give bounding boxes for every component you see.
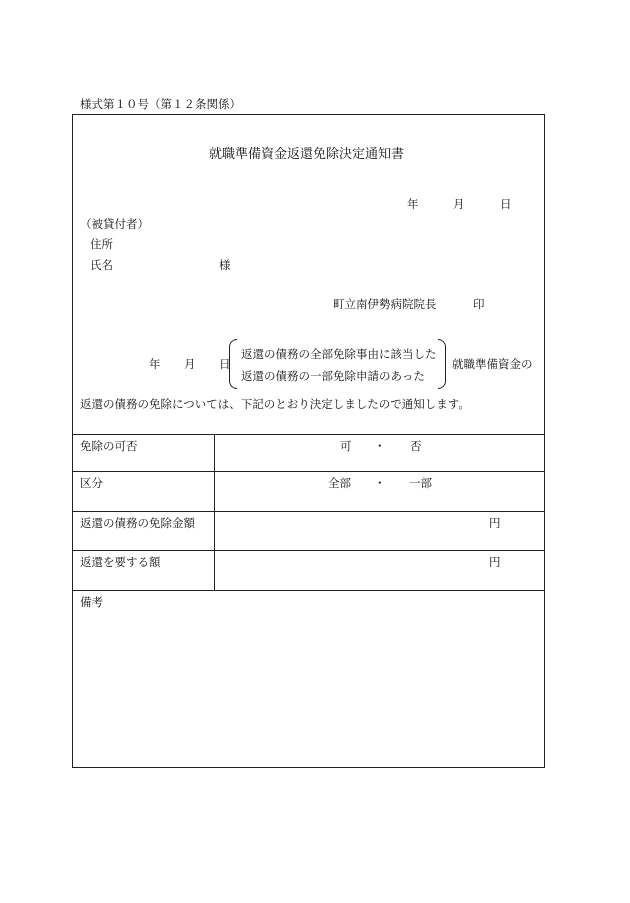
issuer-name: 町立南伊勢病院院長 bbox=[333, 297, 437, 311]
option-no: 否 bbox=[410, 439, 422, 453]
seal-mark: 印 bbox=[473, 297, 485, 311]
body-year: 年 bbox=[149, 357, 161, 371]
option-yes: 可 bbox=[340, 439, 352, 453]
row-label-repayment-amount: 返還を要する額 bbox=[80, 555, 161, 569]
table-row-line-2 bbox=[72, 511, 545, 512]
separator-dot: ・ bbox=[374, 476, 386, 490]
row-label-exemption-amount: 返還の債務の免除金額 bbox=[80, 516, 195, 530]
date-year: 年 bbox=[407, 197, 419, 211]
option-partial-exemption: 返還の債務の一部免除申請のあった bbox=[241, 369, 425, 383]
table-top-line bbox=[72, 434, 545, 435]
separator-dot: ・ bbox=[374, 439, 386, 453]
name-label: 氏名 bbox=[90, 258, 113, 272]
option-full: 全部 bbox=[328, 476, 351, 490]
right-bracket bbox=[438, 339, 446, 389]
yen-unit: 円 bbox=[489, 555, 501, 569]
form-border bbox=[72, 114, 545, 768]
form-number: 様式第１０号（第１２条関係） bbox=[80, 97, 241, 111]
table-column-divider bbox=[214, 434, 215, 590]
recipient-label: （被貸付者） bbox=[80, 217, 149, 231]
table-row-line-1 bbox=[72, 471, 545, 472]
body-suffix: 就職準備資金の bbox=[452, 357, 533, 371]
body-month: 月 bbox=[184, 357, 196, 371]
row-label-exemption: 免除の可否 bbox=[80, 439, 138, 453]
date-day: 日 bbox=[500, 197, 512, 211]
document-title: 就職準備資金返還免除決定通知書 bbox=[209, 147, 405, 162]
date-month: 月 bbox=[453, 197, 465, 211]
honorific: 様 bbox=[219, 258, 231, 272]
remarks-label: 備考 bbox=[80, 595, 103, 609]
option-full-exemption: 返還の債務の全部免除事由に該当した bbox=[241, 347, 437, 361]
yen-unit: 円 bbox=[489, 516, 501, 530]
option-partial: 一部 bbox=[409, 476, 432, 490]
body-day: 日 bbox=[219, 357, 231, 371]
address-label: 住所 bbox=[90, 237, 113, 251]
left-bracket bbox=[229, 339, 237, 389]
row-label-category: 区分 bbox=[80, 476, 103, 490]
table-row-line-4 bbox=[72, 590, 545, 591]
table-row-line-3 bbox=[72, 550, 545, 551]
body-line-2: 返還の債務の免除については、下記のとおり決定しましたので通知します。 bbox=[80, 397, 470, 411]
